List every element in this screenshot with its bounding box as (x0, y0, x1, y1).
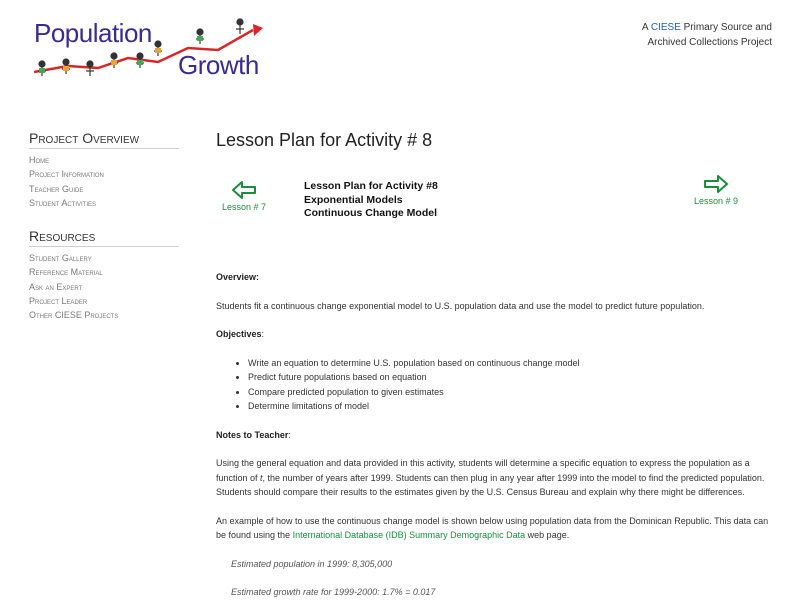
lesson-body (216, 270, 771, 614)
page-title: Lesson Plan for Activity # 8 (216, 130, 433, 150)
lesson-heading-block (304, 180, 438, 221)
overview-text: Students fit a continuous change exponential model to U.S. population data and use the model to predict future population. (216, 300, 705, 311)
example-text-part-2: web page. (525, 530, 570, 540)
logo-word-growth: Growth (178, 50, 259, 80)
ciese-suffix: Primary Source and (683, 22, 772, 33)
sidebar (29, 130, 179, 341)
ciese-tagline (642, 20, 772, 50)
sidebar-item-other-ciese-projects[interactable]: Other CIESE Projects (29, 310, 119, 321)
sidebar-item-home[interactable]: Home (29, 155, 50, 165)
next-lesson-link[interactable] (690, 174, 742, 206)
notes-text (216, 456, 771, 500)
population-growth-logo[interactable] (28, 14, 278, 84)
resources-list (29, 251, 179, 322)
previous-lesson-label: Lesson # 7 (221, 202, 267, 212)
ciese-link[interactable]: CIESE (650, 22, 681, 33)
objective-item: • Write an equation to determine U.S. population based on continuous change model (248, 356, 771, 371)
idb-summary-link[interactable]: International Database (IDB) Summary Demographic Data (292, 530, 526, 540)
sidebar-item-project-information[interactable]: Project Information (29, 169, 104, 180)
objectives-heading: Objectives (216, 329, 262, 339)
ciese-prefix: A (641, 22, 649, 33)
sidebar-item-teacher-guide[interactable]: Teacher Guide (29, 183, 84, 194)
left-arrow-icon (231, 180, 257, 200)
objectives-list (216, 356, 771, 414)
sidebar-item-project-leader[interactable]: Project Leader (29, 296, 88, 307)
sidebar-item-student-gallery[interactable]: Student Gallery (29, 253, 92, 264)
lesson-heading-line-1: Lesson Plan for Activity #8 (304, 180, 438, 192)
notes-text-part-2: , the number of years after 1999. Students can then plug in any year after 1999 into the model to find the predicted population. Students should compare their results to the estimates given by the U.S. Census Bureau and explain why there might be differences. (216, 472, 765, 497)
notes-text-part-1: Using the general equation and data provided in this activity, students will determine a specific equation to express the population as a function of (216, 458, 750, 483)
estimated-population: Estimated population in 1999: 8,305,000 (231, 558, 393, 569)
lesson-heading-line-3: Continuous Change Model (304, 207, 437, 219)
ciese-line2: Archived Collections Project (647, 37, 772, 48)
sidebar-heading-resources: Resources (29, 228, 179, 247)
overview-heading: Overview: (216, 272, 260, 282)
example-text (216, 514, 771, 543)
objectives-colon: : (261, 329, 265, 339)
project-overview-list (29, 153, 179, 210)
objective-item: • Compare predicted population to given estimates (248, 385, 771, 400)
lesson-heading-line-2: Exponential Models (304, 193, 403, 206)
sidebar-item-ask-an-expert[interactable]: Ask an Expert (29, 281, 83, 292)
example-text-part-1: An example of how to use the continuous change model is shown below using population data from the Dominican Republic. This data can be found using the (216, 515, 769, 540)
sidebar-heading-project-overview: Project Overview (29, 130, 179, 149)
next-lesson-label: Lesson # 9 (693, 196, 739, 206)
objective-item: • Predict future populations based on equation (248, 370, 771, 385)
estimated-growth-rate: Estimated growth rate for 1999-2000: 1.7% = 0.017 (231, 587, 436, 597)
sidebar-item-student-activities[interactable]: Student Activities (29, 197, 97, 208)
objective-item: • Determine limitations of model (248, 399, 771, 414)
notes-colon: : (288, 429, 291, 440)
previous-lesson-link[interactable] (220, 180, 268, 212)
notes-variable-t: t (260, 472, 263, 483)
main-content (216, 130, 776, 597)
logo-word-population: Population (34, 18, 152, 48)
notes-heading-line (216, 428, 771, 443)
objectives-heading-line (216, 327, 771, 342)
right-arrow-icon (703, 174, 729, 194)
sidebar-item-reference-material[interactable]: Reference Material (29, 267, 103, 278)
notes-heading: Notes to Teacher (216, 429, 289, 440)
